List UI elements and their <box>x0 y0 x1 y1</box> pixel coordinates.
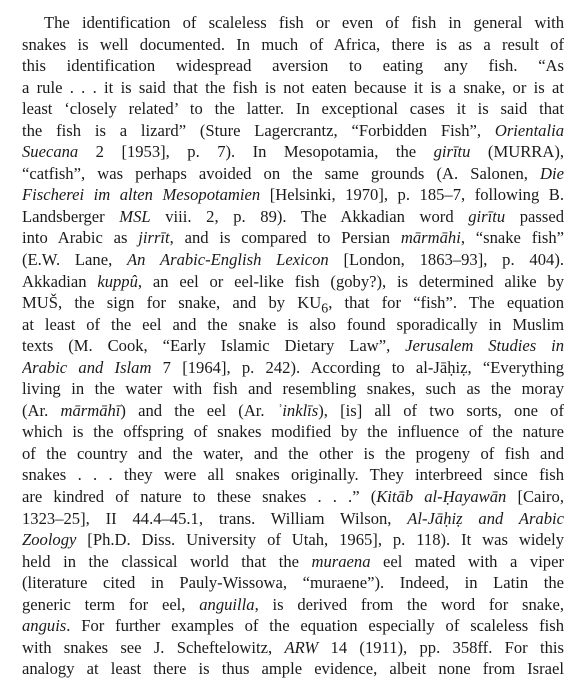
text-line: this identification widespread aversion to eating any fish. “As <box>22 56 564 76</box>
text-line: with snakes see J. Scheftelowitz, ARW 14 (1911), pp. 358ff. For this <box>22 637 564 657</box>
text-line: (Ar. mārmāhī) and the eel (Ar. ʾinklīs), [is] all of two sorts, one of <box>22 400 564 420</box>
text-line: snakes is well documented. In much of Africa, there is as a result of <box>22 34 564 54</box>
text-line: anguis. For further examples of the equation especially of scaleless fish <box>22 616 564 636</box>
text-line: MUŠ, the sign for snake, and by $KU_6$, that for “fish”. The equation <box>22 293 564 314</box>
text-line: a rule . . . it is said that the fish is not eaten because it is a snake, or is at <box>22 77 564 97</box>
text-line: of the country and the water, and the other is the progeny of fish and <box>22 443 564 463</box>
text-line: living in the water with fish and resembling snakes, such as the moray <box>22 379 564 399</box>
text-line: The identification of scaleless fish or even of fish in general with <box>44 13 564 32</box>
text-line: “catfish”, was perhaps avoided on the same grounds (A. Salonen, Die <box>22 163 564 183</box>
text-line: generic term for eel, anguilla, is derived from the word for snake, <box>22 594 564 614</box>
text-line: held in the classical world that the muraena eel mated with a viper <box>22 551 564 571</box>
text-line: at least of the eel and the snake is also found sporadically in Muslim <box>22 314 564 334</box>
footnote-text-block <box>22 12 564 680</box>
text-line: snakes . . . they were all snakes originally. They interbreed since fish <box>22 465 564 485</box>
text-line: Fischerei im alten Mesopotamien [Helsinki, 1970], p. 185–7, following B. <box>22 185 564 205</box>
text-line: are kindred of nature to these snakes . . .” (Kitāb al-Ḥayawān [Cairo, <box>22 487 564 507</box>
text-line: texts (M. Cook, “Early Islamic Dietary Law”, Jerusalem Studies in <box>22 336 564 356</box>
text-line: Akkadian kuppû, an eel or eel-like fish (goby?), is determined alike by <box>22 271 564 291</box>
text-line: Landsberger MSL viii. 2, p. 89). The Akkadian word girītu passed <box>22 206 564 226</box>
text-line: which is the offspring of snakes modified by the influence of the nature <box>22 422 564 442</box>
text-line: into Arabic as jirrīt, and is compared to Persian mārmāhi, “snake fish” <box>22 228 564 248</box>
text-line: (E.W. Lane, An Arabic-English Lexicon [London, 1863–93], p. 404). <box>22 250 564 270</box>
text-line: the fish is a lizard” (Sture Lagercrantz, “Forbidden Fish”, Orientalia <box>22 120 564 140</box>
text-line: Arabic and Islam 7 [1964], p. 242). According to al-Jāḥiẓ, “Everything <box>22 357 564 377</box>
text-line: (literature cited in Pauly-Wissowa, “muraene”). Indeed, in Latin the <box>22 573 564 593</box>
text-line: Suecana 2 [1953], p. 7). In Mesopotamia, the girītu (MURRA), <box>22 142 564 162</box>
text-line: analogy at least there is thus ample evidence, albeit none from Israel <box>22 659 564 679</box>
text-line: Zoology [Ph.D. Diss. University of Utah, 1965], p. 118). It was widely <box>22 530 564 550</box>
text-line: least ‘closely related’ to the latter. In exceptional cases it is said that <box>22 99 564 119</box>
text-line: 1323–25], II 44.4–45.1, trans. William Wilson, Al-Jāḥiẓ and Arabic <box>22 508 564 528</box>
